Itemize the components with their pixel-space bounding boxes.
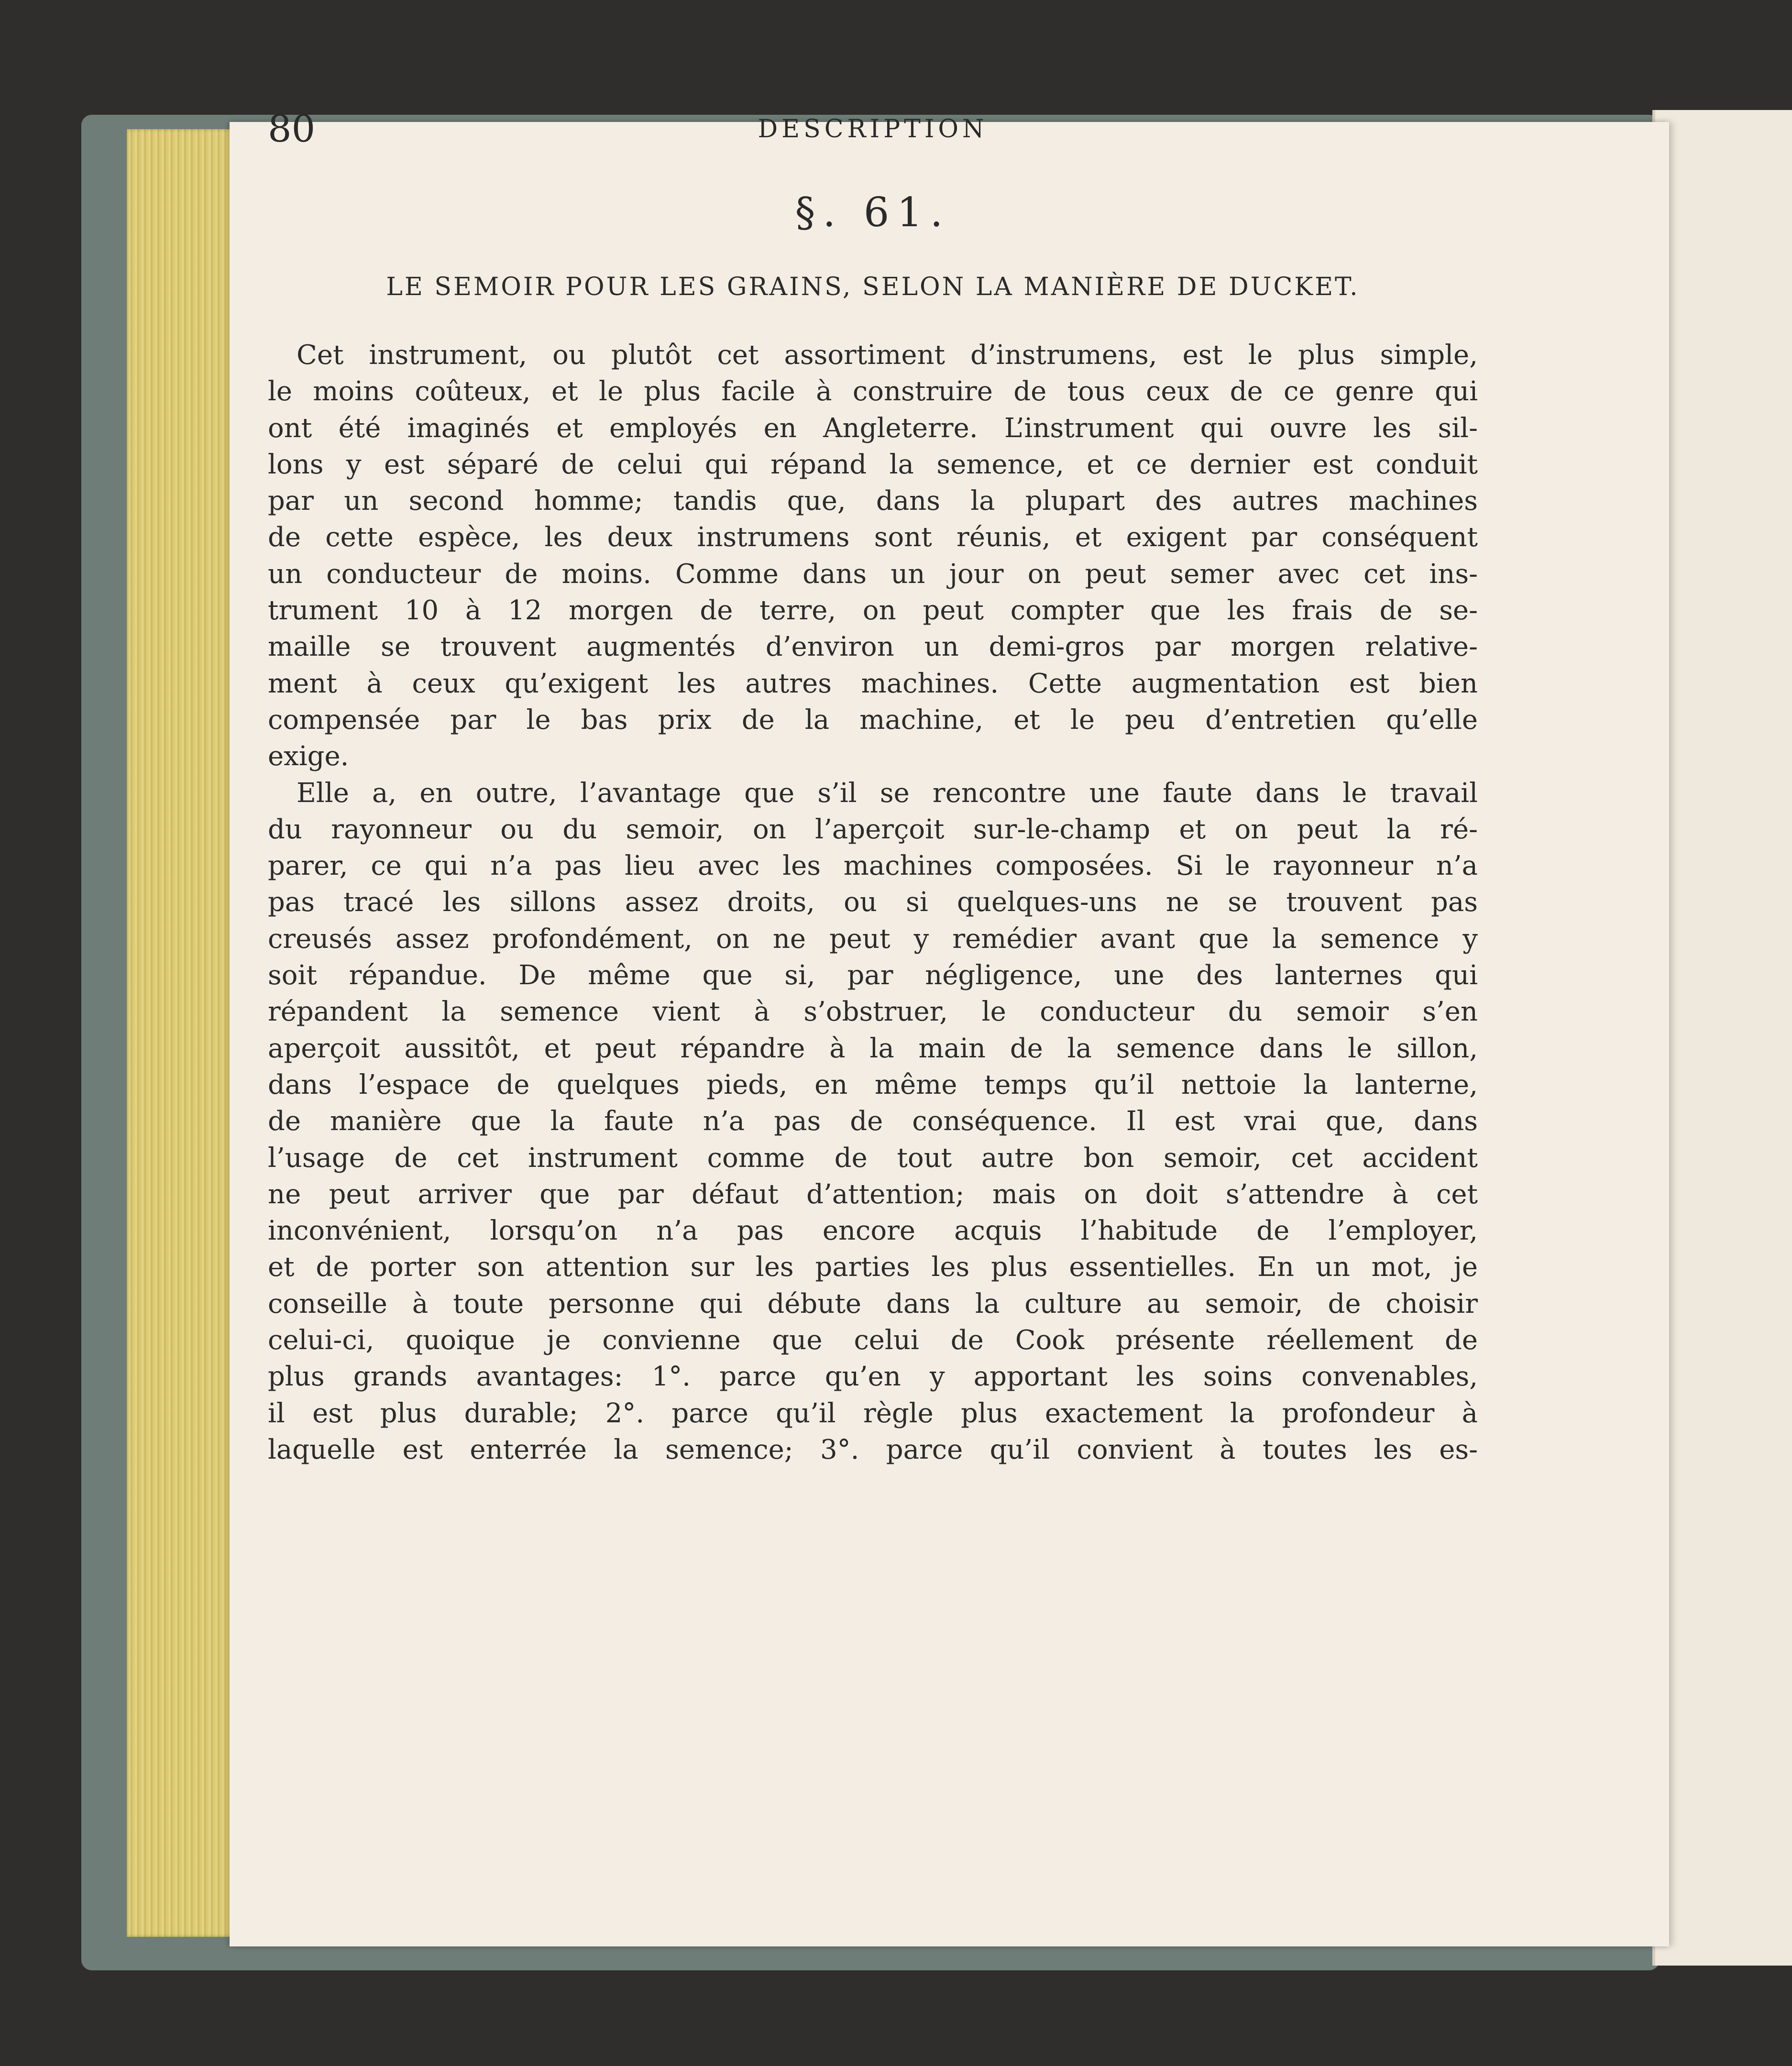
text-line: conseille à toute personne qui débute dans la culture au semoir, de choisir	[268, 1288, 1478, 1319]
text-line: le moins coûteux, et le plus facile à construire de tous ceux de ce genre qui	[268, 376, 1478, 407]
text-line: un conducteur de moins. Comme dans un jour on peut semer avec cet ins-	[268, 558, 1478, 590]
section-heading: LE SEMOIR POUR LES GRAINS, SELON LA MANIÈRE DE DUCKET.	[386, 273, 1360, 301]
text-line: répandent la semence vient à s’obstruer, le conducteur du semoir s’en	[268, 996, 1478, 1028]
text-line: dans l’espace de quelques pieds, en même temps qu’il nettoie la lanterne,	[268, 1069, 1478, 1100]
page-number: 80	[268, 108, 316, 151]
text-line: trument 10 à 12 morgen de terre, on peut compter que les frais de se-	[268, 595, 1478, 626]
text-line: lons y est séparé de celui qui répand la semence, et ce dernier est conduit	[268, 449, 1478, 480]
text-line: du rayonneur ou du semoir, on l’aperçoit sur-le-champ et on peut la ré-	[268, 813, 1478, 845]
text-line: par un second homme; tandis que, dans la plupart des autres machines	[268, 485, 1478, 517]
section-number: §. 61.	[795, 189, 951, 236]
text-line: laquelle est enterrée la semence; 3°. parce qu’il convient à toutes les es-	[268, 1434, 1478, 1465]
running-title: DESCRIPTION	[758, 115, 988, 143]
text-line: de manière que la faute n’a pas de conséquence. Il est vrai que, dans	[268, 1106, 1478, 1137]
text-line: et de porter son attention sur les parties les plus essentielles. En un mot, je	[268, 1252, 1478, 1283]
text-line: ment à ceux qu’exigent les autres machines. Cette augmentation est bien	[268, 668, 1478, 699]
text-line: Cet instrument, ou plutôt cet assortiment d’instrumens, est le plus simple,	[297, 340, 1478, 371]
text-line: creusés assez profondément, on ne peut y remédier avant que la semence y	[268, 923, 1478, 955]
page-edges	[127, 129, 237, 1937]
text-line: ne peut arriver que par défaut d’attention; mais on doit s’attendre à cet	[268, 1178, 1478, 1210]
text-line: parer, ce qui n’a pas lieu avec les machines composées. Si le rayonneur n’a	[268, 850, 1478, 882]
next-page-edge	[1652, 110, 1792, 1966]
text-line: pas tracé les sillons assez droits, ou si quelques-uns ne se trouvent pas	[268, 887, 1478, 918]
text-line: inconvénient, lorsqu’on n’a pas encore acquis l’habitude de l’employer,	[268, 1215, 1478, 1247]
text-line: soit répandue. De même que si, par négligence, une des lanternes qui	[268, 960, 1478, 991]
running-head	[268, 100, 1478, 158]
text-line: aperçoit aussitôt, et peut répandre à la main de la semence dans le sillon,	[268, 1033, 1478, 1064]
text-line: plus grands avantages: 1°. parce qu’en y apportant les soins convenables,	[268, 1361, 1478, 1393]
text-line: celui-ci, quoique je convienne que celui de Cook présente réellement de	[268, 1325, 1478, 1356]
text-line: l’usage de cet instrument comme de tout autre bon semoir, cet accident	[268, 1142, 1478, 1174]
text-line: compensée par le bas prix de la machine, et le peu d’entretien qu’elle	[268, 704, 1478, 736]
text-line: ont été imaginés et employés en Angleterre. L’instrument qui ouvre les sil-	[268, 412, 1478, 444]
text-line: il est plus durable; 2°. parce qu’il règle plus exactement la profondeur à	[268, 1397, 1478, 1429]
text-line: maille se trouvent augmentés d’environ un demi-gros par morgen relative-	[268, 631, 1478, 663]
text-line: de cette espèce, les deux instrumens sont réunis, et exigent par conséquent	[268, 522, 1478, 553]
text-line: Elle a, en outre, l’avantage que s’il se rencontre une faute dans le travail	[297, 777, 1478, 809]
body-text	[268, 337, 1478, 1468]
text-line: exige.	[268, 741, 349, 772]
